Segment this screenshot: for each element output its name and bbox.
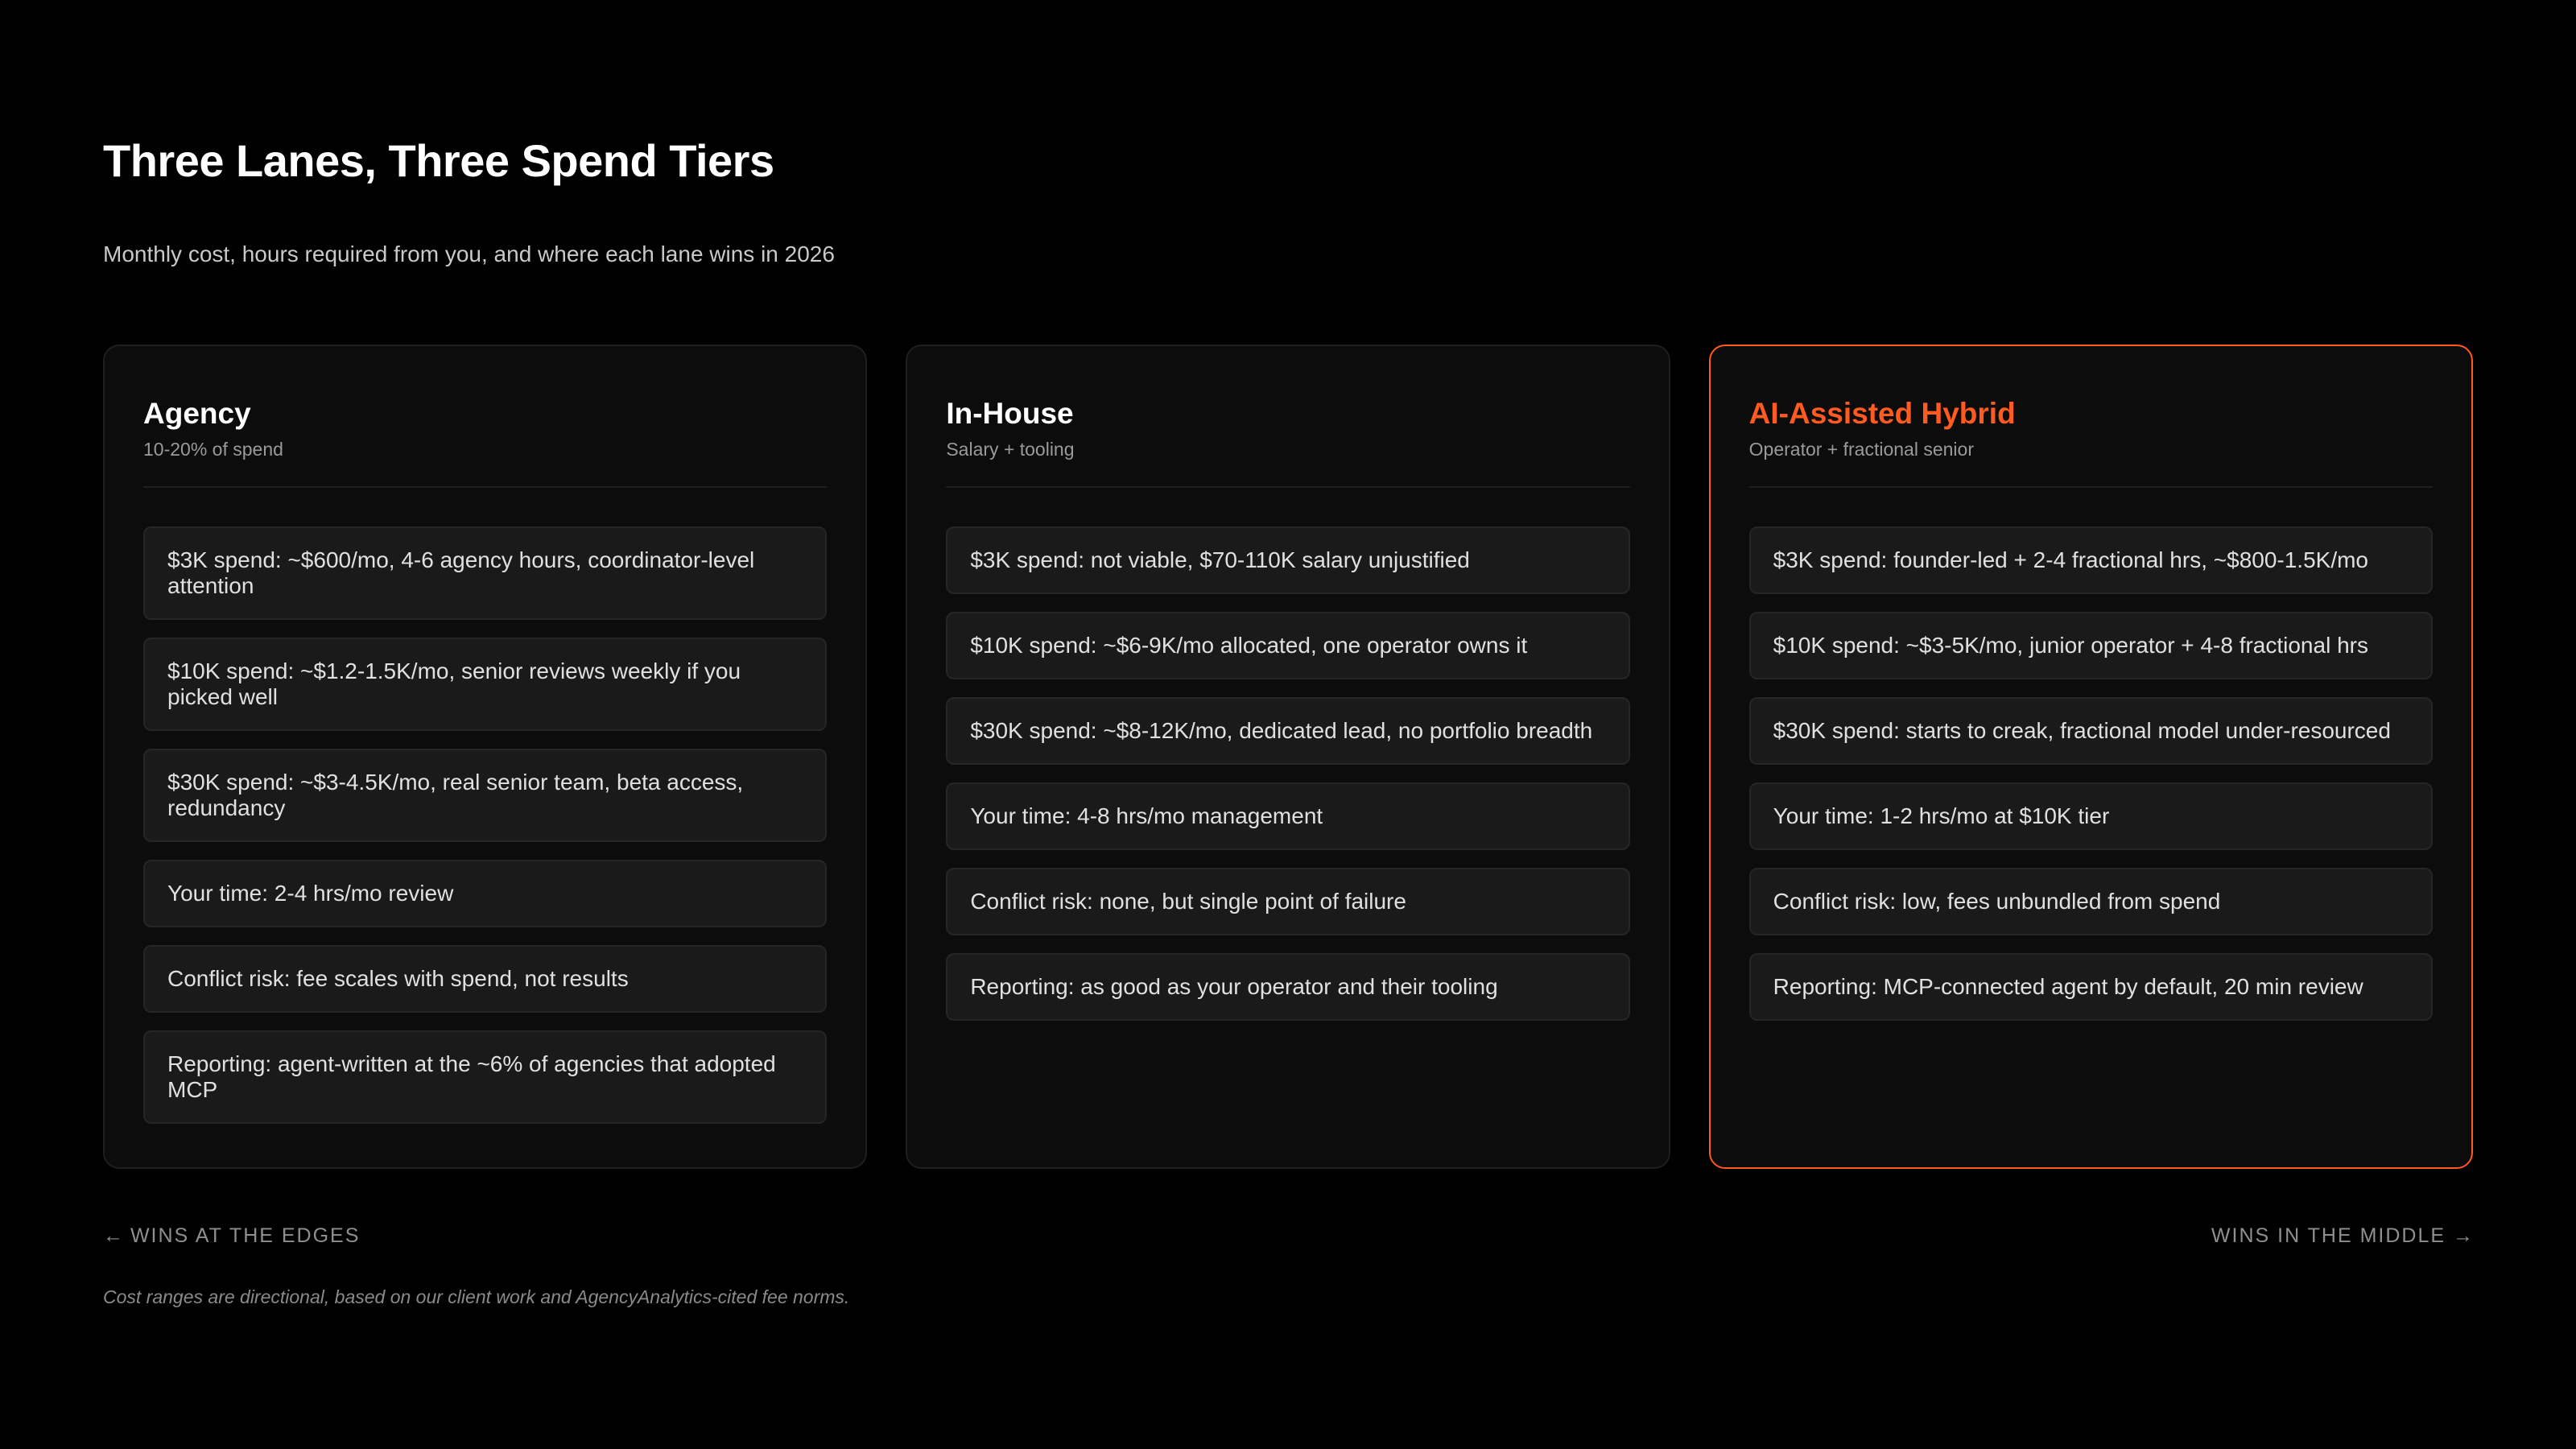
lane-card-ai-assisted-hybrid [1709, 345, 2473, 1169]
page-subtitle: Monthly cost, hours required from you, and where each lane wins in 2026 [103, 242, 835, 266]
divider [1749, 486, 2433, 488]
lane-item: $10K spend: ~$3-5K/mo, junior operator + 4-8 fractional hrs [1749, 612, 2433, 679]
lane-item: Your time: 4-8 hrs/mo management [946, 782, 1629, 850]
lane-item: $30K spend: starts to creak, fractional model under-resourced [1749, 697, 2433, 765]
wins-at-edges-label [103, 1224, 360, 1248]
lane-item: $30K spend: ~$3-4.5K/mo, real senior team, beta access, redundancy [143, 749, 827, 842]
wins-in-middle-label [2211, 1224, 2473, 1248]
lane-item: Reporting: MCP-connected agent by default, 20 min review [1749, 953, 2433, 1021]
page-title: Three Lanes, Three Spend Tiers [103, 135, 774, 186]
wins-in-middle-text: WINS IN THE MIDDLE [2211, 1224, 2446, 1247]
lane-item: Your time: 1-2 hrs/mo at $10K tier [1749, 782, 2433, 850]
lane-cards [103, 345, 2473, 1169]
lane-title: Agency [143, 397, 251, 430]
lane-item: Conflict risk: low, fees unbundled from spend [1749, 868, 2433, 935]
arrow-right-icon: → [2453, 1224, 2473, 1247]
lane-item-list [1749, 526, 2433, 1021]
arrow-left-icon: ← [103, 1224, 123, 1247]
lane-item: $3K spend: ~$600/mo, 4-6 agency hours, coordinator-level attention [143, 526, 827, 620]
lane-subtitle: Operator + fractional senior [1748, 439, 1974, 460]
lane-item-list [946, 526, 1629, 1021]
lane-item: $3K spend: founder-led + 2-4 fractional hrs, ~$800-1.5K/mo [1749, 526, 2433, 594]
lane-title: In-House [946, 397, 1074, 430]
lane-item: $3K spend: not viable, $70-110K salary unjustified [946, 526, 1629, 594]
lane-item: $10K spend: ~$6-9K/mo allocated, one operator owns it [946, 612, 1629, 679]
lane-item-list [143, 526, 827, 1124]
lane-item: Conflict risk: fee scales with spend, not results [143, 945, 827, 1013]
lane-item: $30K spend: ~$8-12K/mo, dedicated lead, no portfolio breadth [946, 697, 1629, 765]
footnote: Cost ranges are directional, based on our client work and AgencyAnalytics-cited fee norms. [103, 1286, 850, 1307]
lane-subtitle: 10-20% of spend [143, 439, 283, 460]
lane-item: $10K spend: ~$1.2-1.5K/mo, senior reviews weekly if you picked well [143, 638, 827, 731]
lane-item: Reporting: agent-written at the ~6% of agencies that adopted MCP [143, 1030, 827, 1124]
divider [143, 486, 827, 488]
lane-card-agency [103, 345, 867, 1169]
lane-item: Reporting: as good as your operator and their tooling [946, 953, 1629, 1021]
divider [946, 486, 1629, 488]
lane-card-in-house [906, 345, 1670, 1169]
lane-title: AI-Assisted Hybrid [1748, 397, 2016, 430]
lane-item: Your time: 2-4 hrs/mo review [143, 860, 827, 927]
wins-at-edges-text: WINS AT THE EDGES [130, 1224, 361, 1247]
lane-subtitle: Salary + tooling [946, 439, 1075, 460]
lane-item: Conflict risk: none, but single point of failure [946, 868, 1629, 935]
